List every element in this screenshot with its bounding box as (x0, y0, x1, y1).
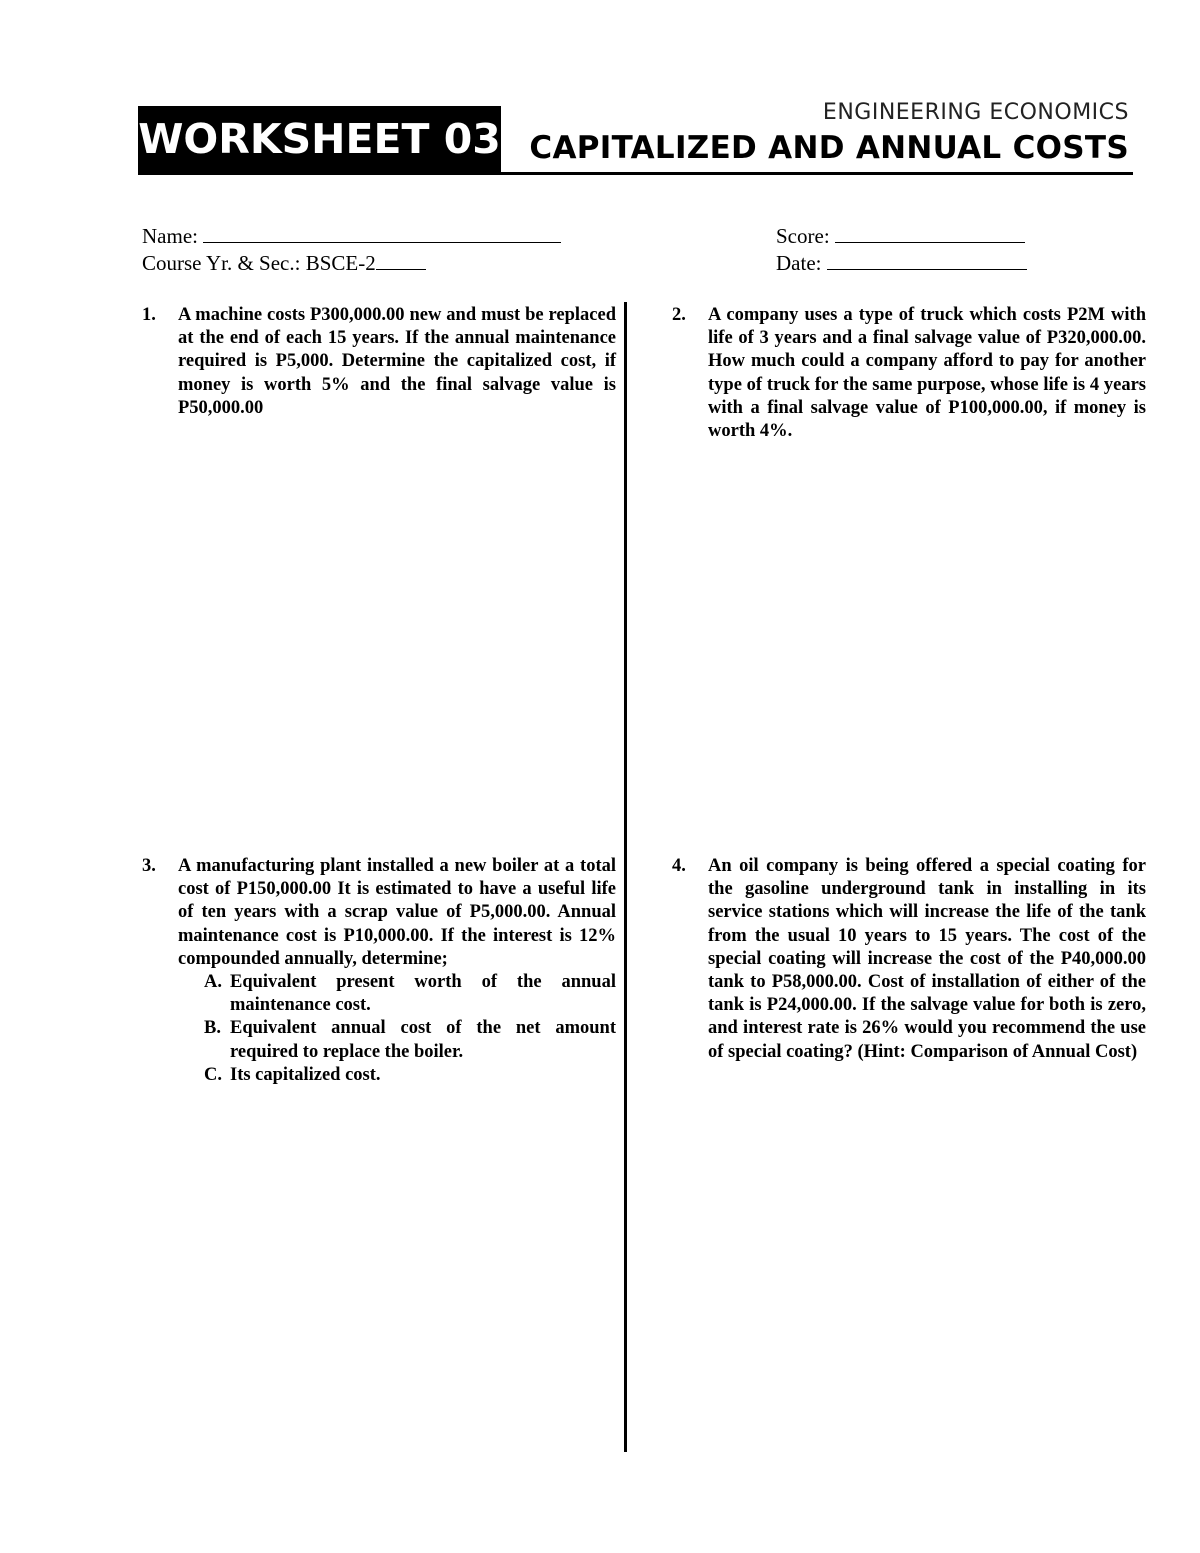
date-line (776, 250, 1027, 277)
sub-question-letter: A. (204, 972, 222, 993)
course-label: Course Yr. & Sec.: BSCE-2 (142, 251, 376, 275)
problem-text: An oil company is being offered a special coating for the gasoline underground tank in installing in its service stations which will increase the life of the tank from the usual 10 years to 15 years. The cost of the special coating will increase the cost of the P40,000.00 tank to P58,000.00. Cost of installation of either of the tank is P24,000.00. If the salvage value for both is zero, and interest rate is 26% would you recommend the use of special coating? (Hint: Comparison of Annual Cost) (708, 856, 1146, 1062)
date-label: Date: (776, 251, 822, 275)
sub-question-text: Its capitalized cost. (230, 1064, 381, 1085)
problem-4 (672, 855, 1146, 1064)
section-field[interactable] (376, 251, 426, 270)
worksheet-label: WORKSHEET 03 (138, 106, 501, 172)
student-info (142, 223, 561, 277)
subject-label: ENGINEERING ECONOMICS (822, 100, 1129, 125)
sub-question-text: Equivalent present worth of the annual maintenance cost. (230, 972, 616, 1016)
name-field[interactable] (203, 224, 561, 243)
problem-number: 1. (142, 305, 156, 325)
sub-question-c (178, 1064, 616, 1087)
course-line (142, 250, 561, 277)
score-line (776, 223, 1027, 250)
problem-text: A manufacturing plant installed a new boiler at a total cost of P150,000.00 It is estimated to have a useful life of ten years with a scrap value of P5,000.00. Annual maintenance cost is P10,000.00. If the interest is 12% compounded annually, determine; (178, 856, 616, 969)
sub-question-letter: C. (204, 1064, 222, 1085)
sub-question-letter: B. (204, 1018, 221, 1039)
name-line (142, 223, 561, 250)
problem-number: 4. (672, 856, 686, 876)
sub-question-b (178, 1017, 616, 1063)
column-divider (624, 302, 627, 1452)
problem-2 (672, 304, 1146, 443)
sub-question-text: Equivalent annual cost of the net amount required to replace the boiler. (230, 1018, 616, 1062)
problem-text: A company uses a type of truck which costs P2M with life of 3 years and a final salvage value of P320,000.00. How much could a company afford to pay for another type of truck for the same purpose, whose life is 4 years with a final salvage value of P100,000.00, if money is worth 4%. (708, 305, 1146, 442)
grading-info (776, 223, 1027, 277)
score-label: Score: (776, 224, 830, 248)
name-label: Name: (142, 224, 198, 248)
header-rule (138, 172, 1133, 175)
page-title: CAPITALIZED AND ANNUAL COSTS (529, 130, 1129, 166)
problem-text: A machine costs P300,000.00 new and must be replaced at the end of each 15 years. If the annual maintenance required is P5,000. Determine the capitalized cost, if money is worth 5% and the final salvage value is P50,000.00 (178, 305, 616, 418)
problem-1 (142, 304, 616, 420)
problem-number: 2. (672, 305, 686, 325)
date-field[interactable] (827, 251, 1027, 270)
sub-question-list (178, 971, 616, 1087)
problem-3 (142, 855, 616, 1087)
problem-number: 3. (142, 856, 156, 876)
score-field[interactable] (835, 224, 1025, 243)
sub-question-a (178, 971, 616, 1017)
